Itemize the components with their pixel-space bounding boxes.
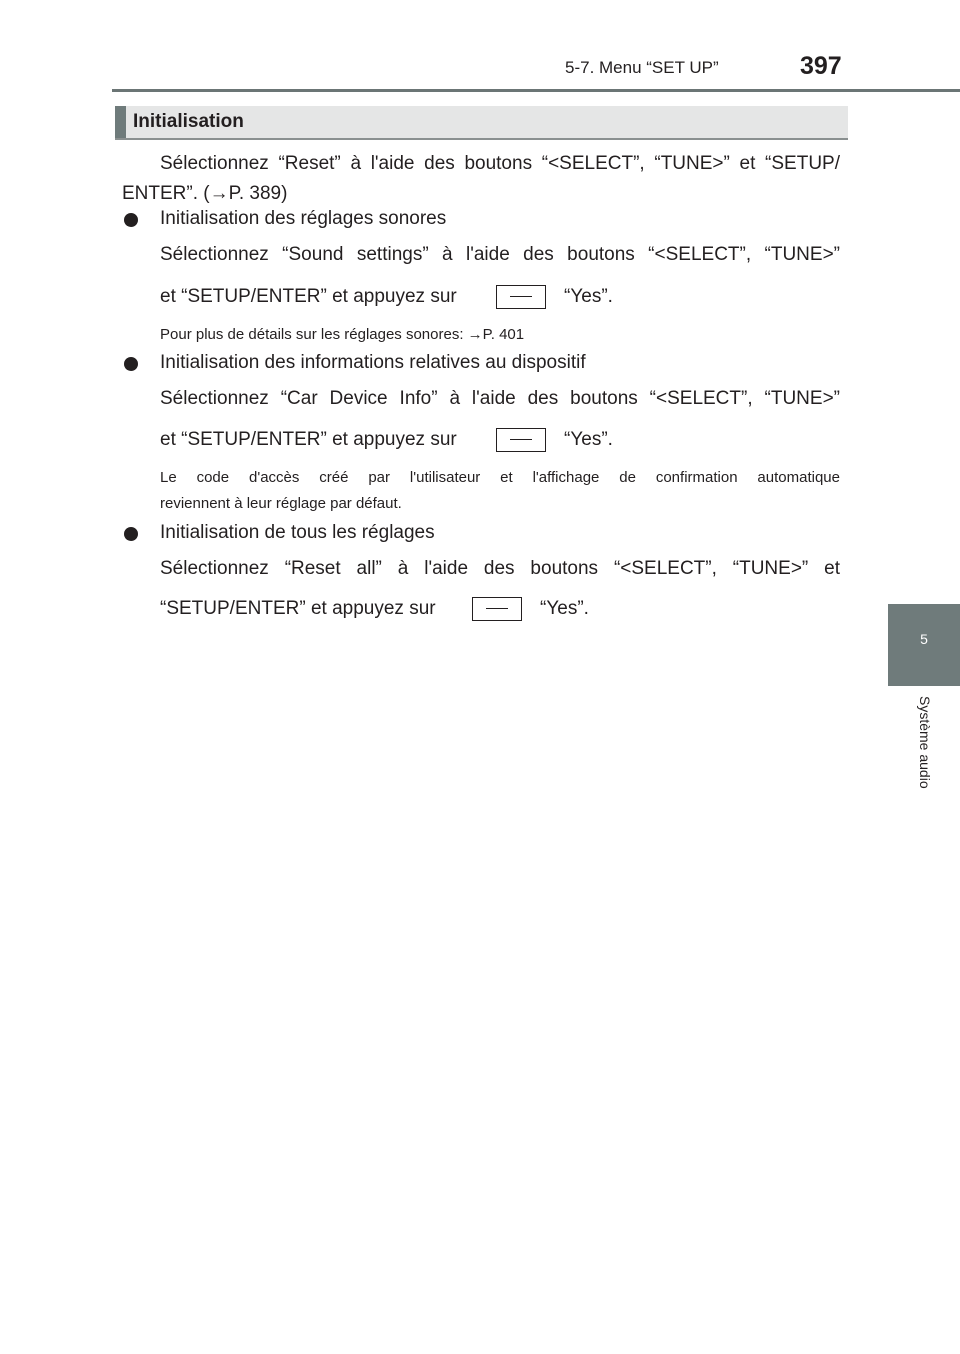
- header-divider: [112, 89, 960, 92]
- item-text-line-1: Sélectionnez “Sound settings” à l'aide des boutons “<SELECT”, “TUNE>”: [160, 244, 840, 265]
- chapter-number: 5: [920, 631, 928, 647]
- section-header-accent: [115, 106, 126, 138]
- chapter-title: Système audio: [917, 696, 933, 789]
- bullet-icon: [124, 357, 138, 371]
- section-header: [115, 106, 848, 140]
- item-note-line-1: Le code d'accès créé par l'utilisateur et l'affichage de confirmation automatique: [160, 469, 840, 486]
- item-text-line-1: Sélectionnez “Car Device Info” à l'aide des boutons “<SELECT”, “TUNE>”: [160, 388, 840, 409]
- item-note-line-2: reviennent à leur réglage par défaut.: [160, 495, 402, 512]
- bullet-icon: [124, 527, 138, 541]
- item-heading: Initialisation des réglages sonores: [160, 208, 447, 229]
- item-text-line-2: et “SETUP/ENTER” et appuyez sur: [160, 429, 457, 450]
- item-text-yes: “Yes”.: [564, 429, 613, 450]
- long-press-button-icon: [472, 597, 522, 621]
- page-number: 397: [800, 52, 842, 80]
- section-title: Initialisation: [133, 111, 244, 132]
- chapter-tab: [888, 604, 960, 686]
- item-heading: Initialisation de tous les réglages: [160, 522, 435, 543]
- chapter-tab-label: [888, 686, 960, 836]
- item-text-line-2: “SETUP/ENTER” et appuyez sur: [160, 598, 436, 619]
- bullet-icon: [124, 213, 138, 227]
- intro-text-line-1: Sélectionnez “Reset” à l'aide des boutons “<SELECT”, “TUNE>” et “SETUP/: [160, 153, 840, 174]
- item-text-line-2: et “SETUP/ENTER” et appuyez sur: [160, 286, 457, 307]
- item-text-yes: “Yes”.: [540, 598, 589, 619]
- item-heading: Initialisation des informations relatives au dispositif: [160, 352, 586, 373]
- item-text-line-1: Sélectionnez “Reset all” à l'aide des boutons “<SELECT”, “TUNE>” et: [160, 558, 840, 579]
- intro-text-line-2: ENTER”. (→P. 389): [122, 183, 288, 204]
- item-note: Pour plus de détails sur les réglages sonores: →P. 401: [160, 326, 525, 343]
- long-press-button-icon: [496, 428, 546, 452]
- section-path: 5-7. Menu “SET UP”: [565, 58, 719, 77]
- long-press-button-icon: [496, 285, 546, 309]
- item-text-yes: “Yes”.: [564, 286, 613, 307]
